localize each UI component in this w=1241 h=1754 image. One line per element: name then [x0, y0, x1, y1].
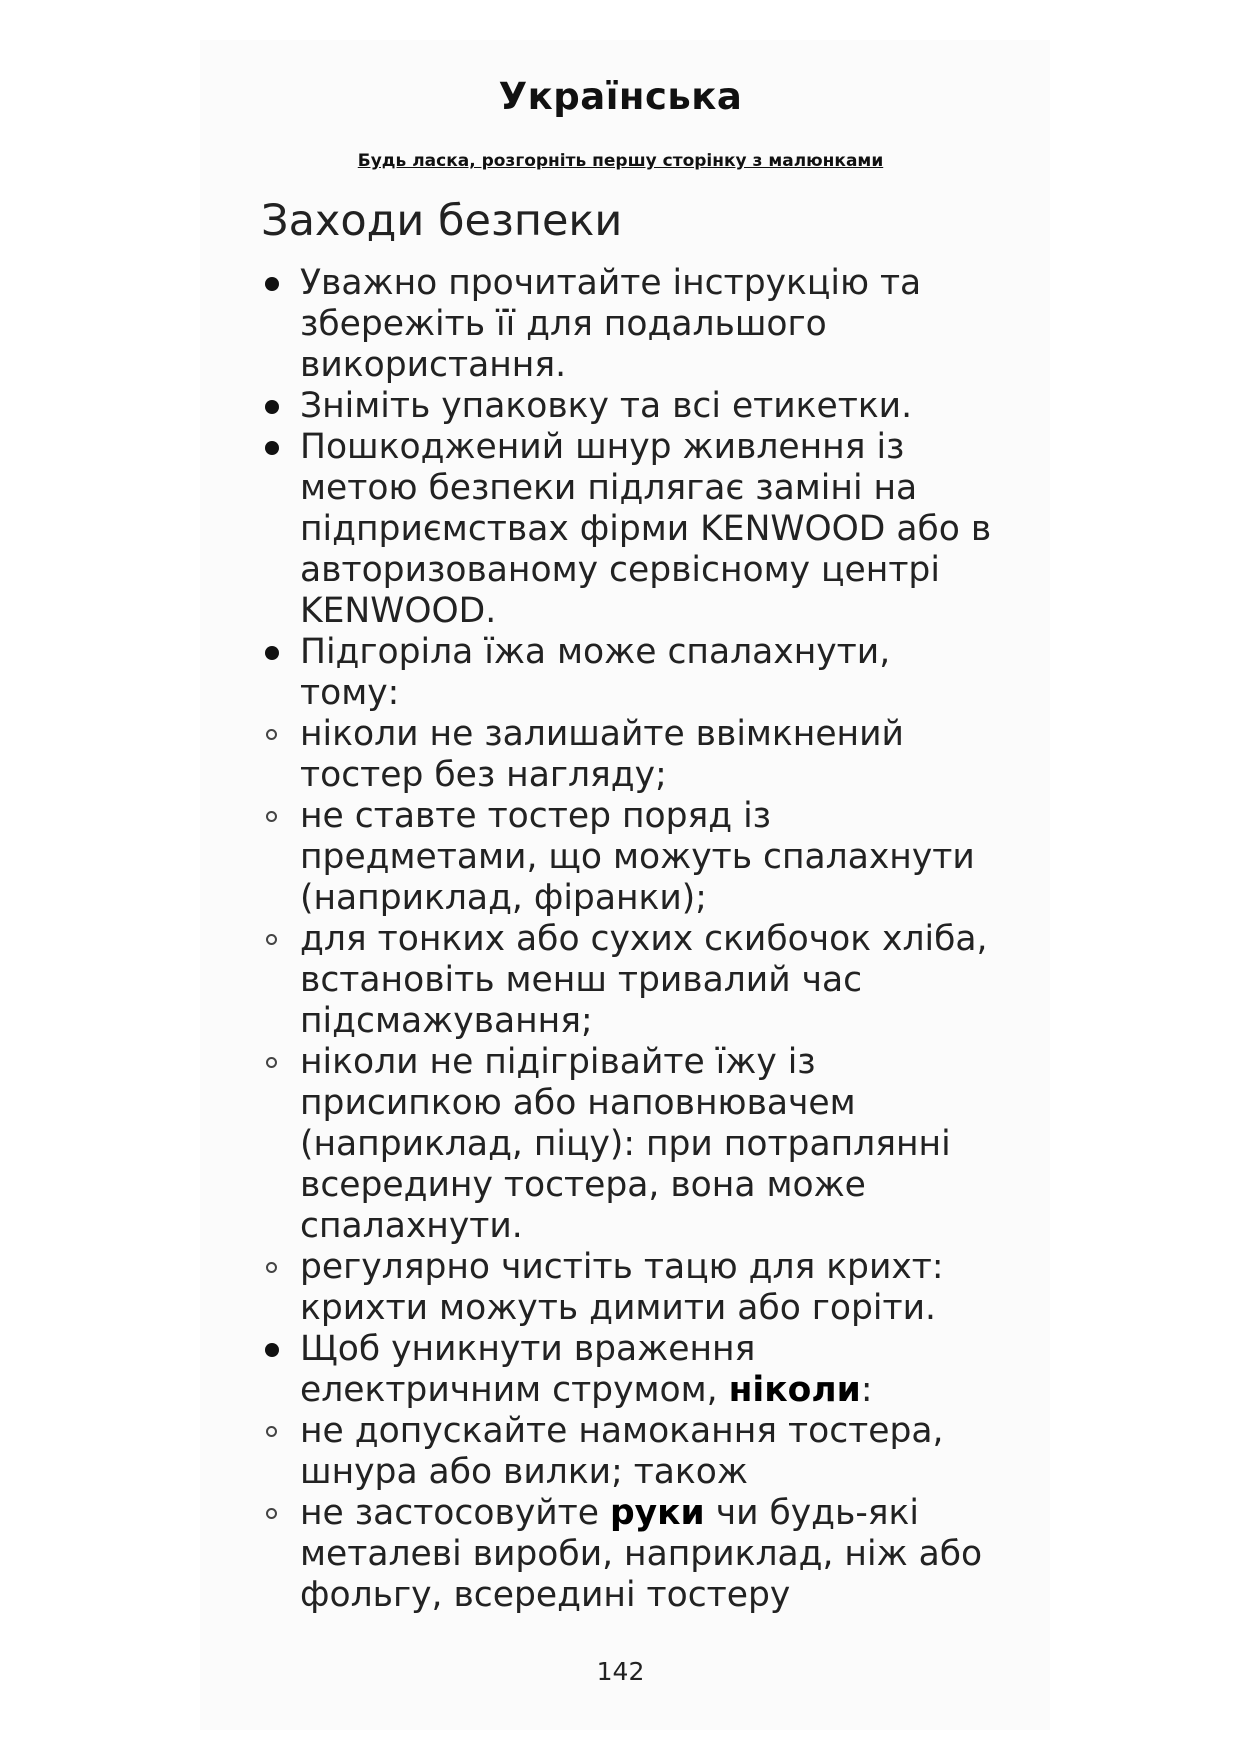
safety-subitem	[300, 796, 1000, 919]
safety-item-text: Підгоріла їжа може спалахнути, тому:	[300, 632, 891, 713]
open-illustrations-instruction: Будь ласка, розгорніть першу сторінку з малюнками	[357, 151, 884, 171]
safety-item	[300, 1329, 1000, 1411]
language-title: Українська	[498, 75, 743, 118]
text-segment: Щоб уникнути враження електричним струмом,	[300, 1329, 756, 1410]
bullet-icon	[262, 427, 286, 468]
text-segment: :	[860, 1370, 873, 1410]
safety-subitem-text: не допускайте намокання тостера, шнура або вилки; також	[300, 1411, 944, 1492]
page-number: 142	[596, 1657, 645, 1686]
safety-subitem-text	[300, 1493, 1000, 1616]
text-segment: не застосовуйте	[300, 1493, 610, 1533]
circle-bullet-icon	[262, 1493, 286, 1534]
emphasis-text: руки	[609, 1493, 705, 1533]
safety-list	[300, 263, 1000, 1616]
safety-item-text: Пошкоджений шнур живлення із метою безпеки підлягає заміні на підприємствах фірми KENWOOD або в авторизованому сервісному центрі KENWOOD.	[300, 427, 992, 631]
circle-bullet-icon	[262, 714, 286, 755]
circle-bullet-icon	[262, 919, 286, 960]
safety-subitem-text: не ставте тостер поряд із предметами, що можуть спалахнути (наприклад, фіранки);	[300, 796, 975, 918]
safety-subitem-text: для тонких або сухих скибочок хліба, встановіть менш тривалий час підсмажування;	[300, 919, 988, 1041]
circle-bullet-icon	[262, 1247, 286, 1288]
safety-item-text: Зніміть упаковку та всі етикетки.	[300, 386, 913, 426]
circle-bullet-icon	[262, 796, 286, 837]
safety-item	[300, 632, 1000, 714]
safety-subitem-text: ніколи не залишайте ввімкнений тостер без нагляду;	[300, 714, 904, 795]
safety-item	[300, 427, 1000, 632]
bullet-icon	[262, 1329, 286, 1370]
circle-bullet-icon	[262, 1411, 286, 1452]
safety-subitem-text: ніколи не підігрівайте їжу із присипкою або наповнювачем (наприклад, піцу): при потраплянні всередину тостера, вона може спалахнути.	[300, 1042, 951, 1246]
safety-subitem-text: регулярно чистіть тацю для крихт: крихти можуть димити або горіти.	[300, 1247, 944, 1328]
bullet-icon	[262, 386, 286, 427]
safety-subitem	[300, 1042, 1000, 1247]
circle-bullet-icon	[262, 1042, 286, 1083]
safety-item-text	[300, 1329, 1000, 1411]
safety-item-text: Уважно прочитайте інструкцію та збережіть її для подальшого використання.	[300, 263, 922, 385]
bullet-icon	[262, 263, 286, 304]
safety-item	[300, 263, 1000, 386]
section-heading: Заходи безпеки	[261, 196, 623, 246]
safety-subitem	[300, 919, 1000, 1042]
bullet-icon	[262, 632, 286, 673]
safety-subitem	[300, 1411, 1000, 1493]
text-segment: чи будь-які металеві вироби, наприклад, ніж або фольгу, всередині тостеру	[300, 1493, 983, 1615]
emphasis-text: ніколи	[728, 1370, 861, 1410]
safety-subitem	[300, 714, 1000, 796]
safety-subitem	[300, 1493, 1000, 1616]
safety-item	[300, 386, 1000, 427]
safety-subitem	[300, 1247, 1000, 1329]
